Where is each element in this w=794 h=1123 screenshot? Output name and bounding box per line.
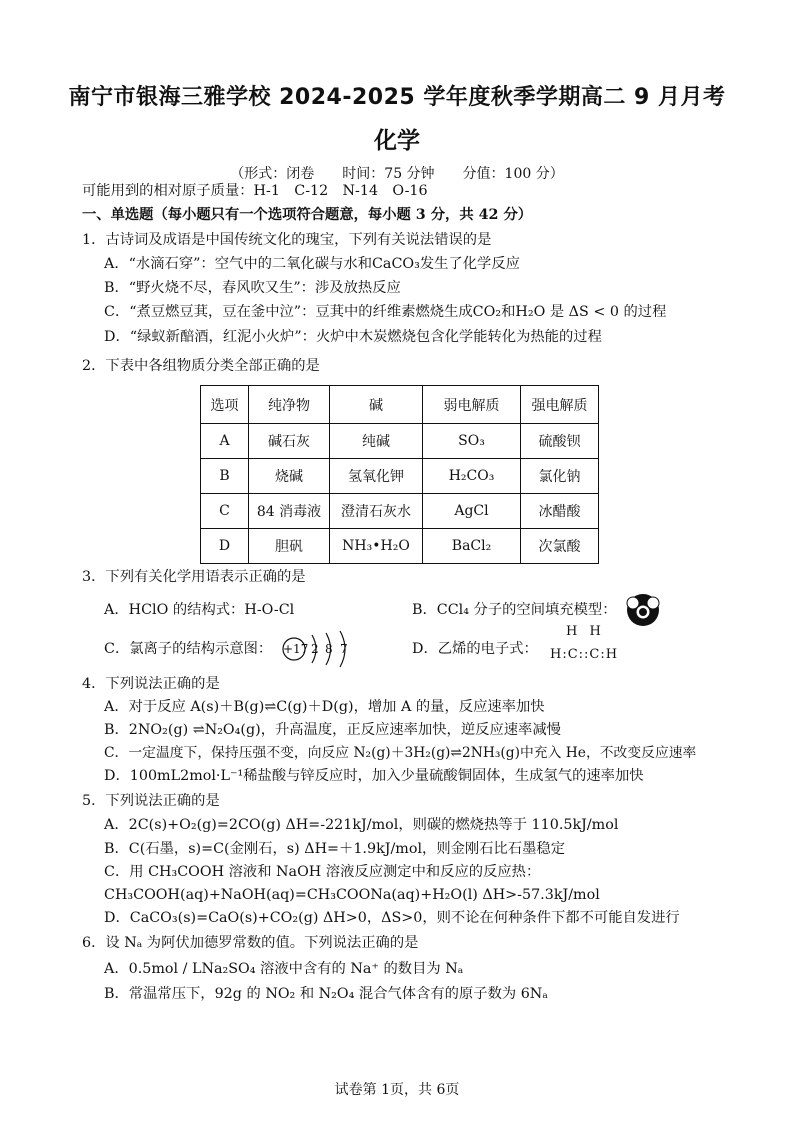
table-cell: 冰醋酸 — [521, 494, 599, 529]
q4-option-b: B．2NO₂(g) ⇌N₂O₄(g)，升高温度，正反应速率加快，逆反应速率减慢 — [104, 722, 561, 738]
q4-option-c: C．一定温度下，保持压强不变，向反应 N₂(g)＋3H₂(g)⇌2NH₃(g)中充入 He，不改变反应速率 — [104, 745, 697, 761]
q2-stem: 2．下表中各组物质分类全部正确的是 — [82, 358, 320, 374]
q5-option-c: C．用 CH₃COOH 溶液和 NaOH 溶液反应测定中和反应的反应热： — [104, 864, 541, 880]
q5-option-d: D．CaCO₃(s)=CaO(s)+CO₂(g) ΔH>0，ΔS>0，则不论在何种条件下都不可能自发进行 — [104, 910, 680, 926]
table-header: 碱 — [330, 386, 423, 424]
table-cell: 胆矾 — [249, 529, 330, 564]
table-cell: D — [201, 529, 249, 564]
table-cell: BaCl₂ — [423, 529, 521, 564]
table-cell: NH₃•H₂O — [330, 529, 423, 564]
classification-table — [200, 385, 599, 564]
table-cell: 氯化钠 — [521, 459, 599, 494]
subject-title: 化学 — [374, 128, 420, 154]
table-cell: 烧碱 — [249, 459, 330, 494]
q6-option-b: B．常温常压下，92g 的 NO₂ 和 N₂O₄ 混合气体含有的原子数为 6Nₐ — [104, 986, 548, 1002]
q1-option-b: B．“野火烧不尽，春风吹又生”：涉及放热反应 — [104, 280, 401, 296]
q1-stem: 1．古诗词及成语是中国传统文化的瑰宝，下列有关说法错误的是 — [82, 232, 492, 248]
ethylene-electron-formula: H:C::C:H — [550, 647, 619, 662]
q3-option-a: A．HClO 的结构式：H-O-Cl — [104, 602, 295, 618]
q5-stem: 5．下列说法正确的是 — [82, 793, 220, 809]
exam-meta: （形式：闭卷 时间：75 分钟 分值：100 分） — [230, 166, 564, 182]
ethylene-top-hydrogens: H H — [566, 624, 605, 639]
exam-title: 南宁市银海三雅学校 2024-2025 学年度秋季学期高二 9 月月考 — [68, 85, 726, 110]
q3-option-d: D．乙烯的电子式： — [412, 641, 538, 657]
q5-option-a: A．2C(s)+O₂(g)=2CO(g) ΔH=-221kJ/mol，则碳的燃烧热等于 110.5kJ/mol — [104, 817, 619, 833]
table-row — [201, 424, 599, 459]
table-header: 强电解质 — [521, 386, 599, 424]
table-cell: 纯碱 — [330, 424, 423, 459]
table-cell: A — [201, 424, 249, 459]
table-header-row — [201, 386, 599, 424]
table-cell: 硫酸钡 — [521, 424, 599, 459]
table-cell: 84 消毒液 — [249, 494, 330, 529]
q5-option-b: B．C(石墨，s)=C(金刚石，s) ΔH=＋1.9kJ/mol，则金刚石比石墨稳定 — [104, 841, 565, 857]
shell-electrons: 2 — [311, 642, 319, 656]
table-cell: H₂CO₃ — [423, 459, 521, 494]
shell-electrons: 8 — [325, 642, 333, 656]
q6-stem: 6．设 Nₐ 为阿伏加德罗常数的值。下列说法正确的是 — [82, 935, 419, 951]
q3-option-b: B．CCl₄ 分子的空间填充模型： — [412, 602, 617, 618]
q1-option-d: D．“绿蚁新醅酒，红泥小火炉”：火炉中木炭燃烧包含化学能转化为热能的过程 — [104, 329, 602, 345]
table-cell: AgCl — [423, 494, 521, 529]
nucleus-charge: +17 — [283, 642, 309, 656]
table-cell: 澄清石灰水 — [330, 494, 423, 529]
q4-stem: 4．下列说法正确的是 — [82, 676, 220, 692]
table-cell: B — [201, 459, 249, 494]
page-footer: 试卷第 1页，共 6页 — [334, 1082, 460, 1098]
table-header: 弱电解质 — [423, 386, 521, 424]
table-cell: 氢氧化钾 — [330, 459, 423, 494]
table-cell: 碱石灰 — [249, 424, 330, 459]
atomic-masses: 可能用到的相对原子质量：H-1 C-12 N-14 O-16 — [82, 183, 428, 199]
q6-option-a: A．0.5mol / LNa₂SO₄ 溶液中含有的 Na⁺ 的数目为 Nₐ — [104, 961, 464, 977]
shell-electrons: 7 — [340, 642, 348, 656]
table-cell: 次氯酸 — [521, 529, 599, 564]
section-heading: 一、单选题（每小题只有一个选项符合题意，每小题 3 分，共 42 分） — [82, 207, 533, 223]
q5-equation: CH₃COOH(aq)+NaOH(aq)=CH₃COONa(aq)+H₂O(l) ΔH>-57.3kJ/mol — [104, 887, 600, 903]
table-cell: SO₃ — [423, 424, 521, 459]
table-cell: C — [201, 494, 249, 529]
table-header: 纯净物 — [249, 386, 330, 424]
q4-option-a: A．对于反应 A(s)＋B(g)⇌C(g)＋D(g)，增加 A 的量，反应速率加快 — [104, 699, 545, 715]
q1-option-a: A．“水滴石穿”：空气中的二氧化碳与水和CaCO₃发生了化学反应 — [104, 256, 520, 272]
q4-option-d: D．100mL2mol·L⁻¹稀盐酸与锌反应时，加入少量硫酸铜固体，生成氢气的速率加快 — [104, 768, 644, 784]
table-row — [201, 494, 599, 529]
table-row — [201, 459, 599, 494]
q3-stem: 3．下列有关化学用语表示正确的是 — [82, 569, 306, 585]
table-header: 选项 — [201, 386, 249, 424]
table-row — [201, 529, 599, 564]
ccl4-space-filling-model — [620, 593, 666, 627]
q3-option-c: C．氯离子的结构示意图： — [104, 641, 273, 657]
q1-option-c: C．“煮豆燃豆萁，豆在釜中泣”：豆萁中的纤维素燃烧生成CO₂和H₂O 是 ΔS < 0 的过程 — [104, 304, 667, 320]
